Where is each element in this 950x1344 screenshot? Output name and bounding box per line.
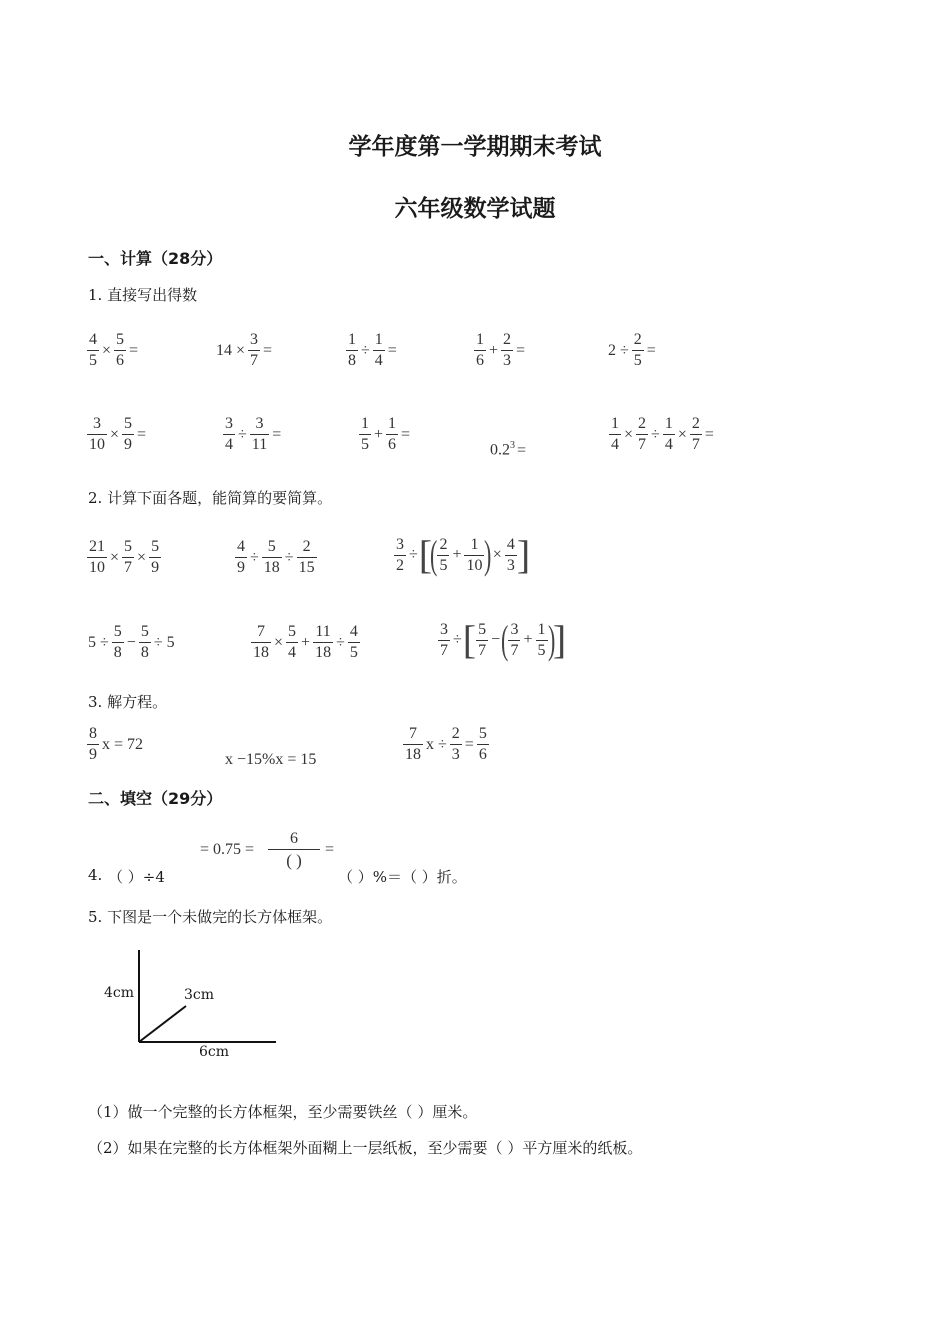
q4-blank-percent-discount: （ ）%＝（ ）折。 bbox=[338, 868, 467, 886]
page-title: 学年度第一学期期末考试 bbox=[348, 134, 602, 160]
figure-length-label: 6cm bbox=[199, 1044, 230, 1060]
q4-fraction: 6 ( ) bbox=[268, 829, 320, 872]
q3-equation-2: x −15%x = 15 bbox=[225, 751, 317, 768]
q5-subquestion-1: （1）做一个完整的长方体框架，至少需要铁丝（ ）厘米。 bbox=[88, 1103, 478, 1121]
q1-expression-1: $\frac{4}{5}$ × $\frac{5}{6}$ = bbox=[89, 331, 139, 369]
question-2-label: 2. 计算下面各题，能简算的要简算。 bbox=[88, 489, 333, 507]
section-heading-fill-in: 二、填空（29分） bbox=[88, 789, 223, 808]
q2-expression-2: $\frac{4}{9}$ ÷ $\frac{5}{18}$ ÷ $\frac{2}{15}$ bbox=[237, 538, 315, 576]
question-3-label: 3. 解方程。 bbox=[88, 693, 168, 711]
q1-expression-2: 14 × $\frac{3}{7}$ = bbox=[216, 331, 273, 369]
question-5-label: 5. 下图是一个未做完的长方体框架。 bbox=[88, 908, 333, 926]
q4-top-right: = bbox=[325, 841, 335, 858]
q4-blank-dividend: （ ）÷4 bbox=[108, 868, 165, 886]
q5-subquestion-2: （2）如果在完整的长方体框架外面糊上一层纸板，至少需要（ ）平方厘米的纸板。 bbox=[88, 1139, 643, 1157]
figure-height-label: 4cm bbox=[104, 985, 135, 1001]
q1-expression-4: $\frac{1}{6}$ + $\frac{2}{3}$ = bbox=[476, 331, 526, 369]
q2-expression-1: $\frac{21}{10}$ × $\frac{5}{7}$ × $\frac{5}{9}$ bbox=[89, 538, 160, 576]
q2-expression-3: $\frac{3}{2}$ ÷[( $\frac{2}{5}$ + $\frac{1}{10}$ )× $\frac{4}{3}$ ] bbox=[396, 532, 531, 577]
question-1-label: 1. 直接写出得数 bbox=[88, 286, 198, 304]
q3-equation-1: $\frac{8}{9}$ x = 72 bbox=[89, 725, 144, 763]
cuboid-frame-figure bbox=[100, 945, 285, 1065]
q1-expression-10: $\frac{1}{4}$ × $\frac{2}{7}$ ÷ $\frac{1}{4}$ × $\frac{2}{7}$ = bbox=[611, 415, 714, 453]
q2-expression-5: $\frac{7}{18}$ × $\frac{5}{4}$ + $\frac{11}{18}$ ÷ $\frac{4}{5}$ bbox=[253, 623, 358, 661]
q1-expression-9: $0.2^3$ = bbox=[490, 440, 527, 459]
section-heading-calculation: 一、计算（28分） bbox=[88, 249, 223, 268]
q1-expression-8: $\frac{1}{5}$ + $\frac{1}{6}$ = bbox=[361, 415, 411, 453]
q1-expression-6: $\frac{3}{10}$ × $\frac{5}{9}$ = bbox=[89, 415, 147, 453]
q1-expression-7: $\frac{3}{4}$ ÷ $\frac{3}{11}$ = bbox=[225, 415, 282, 453]
q1-expression-5: 2 ÷ $\frac{2}{5}$ = bbox=[608, 331, 656, 369]
figure-depth-label: 3cm bbox=[184, 987, 215, 1003]
question-4-label: 4. bbox=[88, 866, 103, 884]
q4-top-left: = 0.75 = bbox=[200, 841, 255, 858]
q3-equation-3: $\frac{7}{18}$ x ÷ $\frac{2}{3}$ = $\frac{5}{6}$ bbox=[405, 725, 487, 763]
q2-expression-6: $\frac{3}{7}$ ÷[ $\frac{5}{7}$ −( $\frac{3}{7}$ + $\frac{1}{5}$ )] bbox=[440, 617, 567, 662]
q1-expression-3: $\frac{1}{8}$ ÷ $\frac{1}{4}$ = bbox=[348, 331, 397, 369]
page-subtitle: 六年级数学试题 bbox=[394, 196, 556, 222]
q2-expression-4: 5 ÷ $\frac{5}{8}$ − $\frac{5}{8}$ ÷ 5 bbox=[88, 623, 175, 661]
depth-edge bbox=[139, 1006, 186, 1042]
